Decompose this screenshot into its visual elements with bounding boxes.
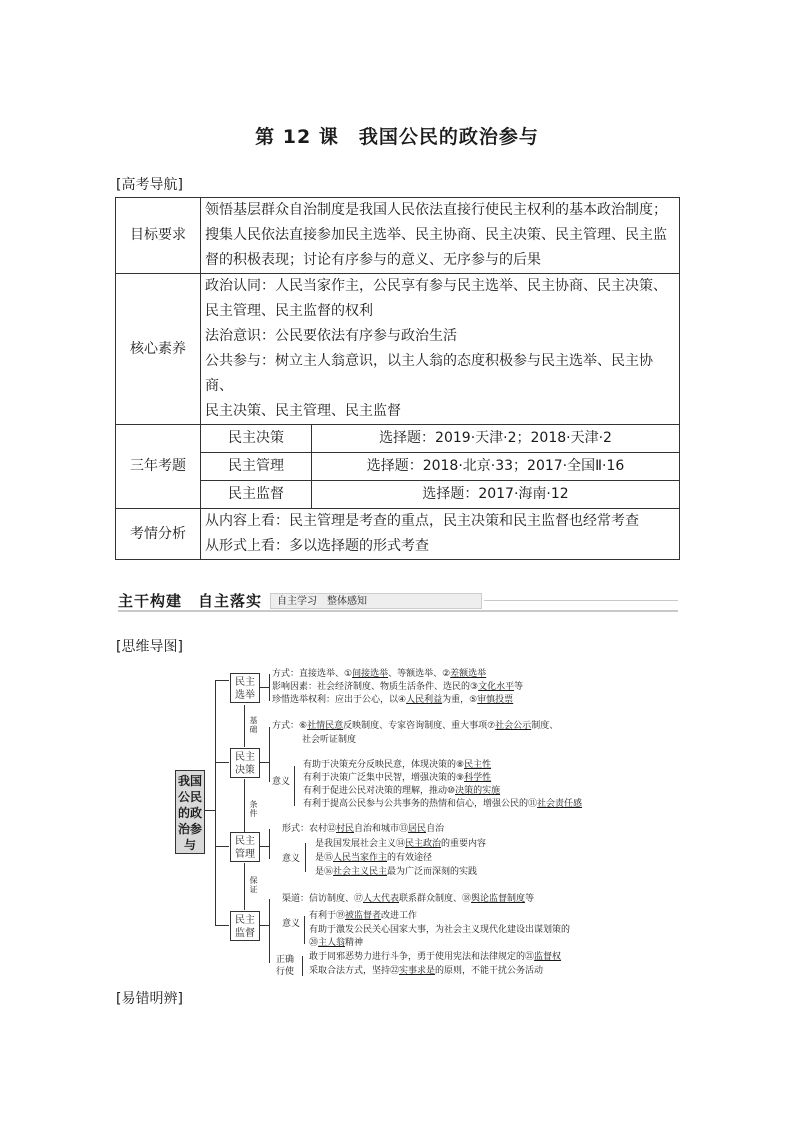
mm-line-text: 珍惜选举权利：应出于公心，以④人民利益为重，⑤审慎投票 bbox=[272, 695, 514, 705]
table-row bbox=[116, 481, 680, 509]
mm-line-text: 有助于激发公民关心国家大事，为社会主义现代化建设出谋划策的 bbox=[309, 925, 571, 935]
connector-line bbox=[205, 810, 215, 811]
row-key: 考情分析 bbox=[116, 509, 201, 560]
mm-line-text: 渠道：信访制度、⑰人大代表联系群众制度、⑱舆论监督制度等 bbox=[282, 894, 535, 904]
mm-line-text: 社会听证制度 bbox=[302, 735, 357, 745]
mm-line-text: 敢于同邪恶势力进行斗争，勇于使用宪法和法律规定的㉑监督权 bbox=[309, 952, 562, 962]
table-row bbox=[116, 425, 680, 453]
mm-line-text: ⑳主人翁精神 bbox=[309, 938, 364, 948]
table-row bbox=[116, 509, 680, 560]
connector-line bbox=[302, 956, 303, 976]
sub-value: 选择题：2017·海南·12 bbox=[312, 481, 680, 509]
text-line: 民主决策、民主管理、民主监督 bbox=[205, 403, 401, 419]
arrow-line bbox=[244, 863, 245, 910]
mm-line-text: 是我国发展社会主义⑭民主政治的重要内容 bbox=[315, 839, 487, 849]
row-key: 核心素养 bbox=[116, 274, 201, 425]
text-line: 督的积极表现；讨论有序参与的意义、无序参与的后果 bbox=[205, 252, 541, 268]
page-title: 第 12 课 我国公民的政治参与 bbox=[255, 126, 539, 148]
mm-meaning-label: 意义 bbox=[282, 919, 301, 929]
section-banner bbox=[118, 588, 678, 616]
table-row bbox=[116, 453, 680, 481]
text-line: 公共参与：树立主人翁意识，以主人翁的态度积极参与民主选举、民主协商、 bbox=[205, 353, 653, 394]
connector-line bbox=[260, 846, 269, 847]
connector-line bbox=[215, 762, 229, 763]
mm-line-text: 形式：农村⑫村民自治和城市⑬居民自治 bbox=[282, 824, 445, 834]
text-line: 从内容上看：民主管理是考查的重点，民主决策和民主监督也经常考查 bbox=[205, 513, 639, 529]
node-supervision: 民主监督 bbox=[230, 911, 260, 941]
mm-line-text: 采取合法方式，坚持㉒实事求是的原则，不能干扰公务活动 bbox=[309, 966, 544, 976]
row-key: 三年考题 bbox=[116, 425, 201, 509]
connector-line bbox=[305, 843, 306, 872]
node-election: 民主选举 bbox=[230, 673, 260, 703]
connector-line bbox=[215, 846, 229, 847]
connector-line bbox=[215, 680, 229, 681]
mindmap-label: [思维导图] bbox=[116, 639, 183, 655]
row-key: 目标要求 bbox=[116, 198, 201, 274]
mm-line-text: 是⑮人民当家作主的有效途径 bbox=[315, 853, 433, 863]
text-line: 从形式上看：多以选择题的形式考查 bbox=[205, 538, 429, 554]
text-line: 法治意识：公民要依法有序参与政治生活 bbox=[205, 328, 457, 344]
exam-guide-table bbox=[115, 197, 680, 560]
connector-line bbox=[269, 727, 270, 782]
mm-line-text: 方式：⑥社情民意反映制度、专家咨询制度、重大事项⑦社会公示制度、 bbox=[272, 721, 559, 731]
node-management: 民主管理 bbox=[230, 832, 260, 862]
connector-line bbox=[269, 829, 270, 859]
connector-line bbox=[294, 766, 295, 806]
connector-line bbox=[269, 899, 270, 963]
error-label: [易错明辨] bbox=[116, 991, 183, 1007]
mm-line-text: 是⑯社会主义民主最为广泛而深刻的实践 bbox=[315, 867, 478, 877]
arrow-line bbox=[244, 779, 245, 832]
row-content bbox=[201, 198, 680, 274]
mm-meaning-label: 意义 bbox=[282, 854, 301, 864]
mm-use-label: 正确行使 bbox=[276, 955, 295, 977]
text-line: 政治认同：人民当家作主，公民享有参与民主选举、民主协商、民主决策、 bbox=[205, 278, 667, 294]
connector-line bbox=[304, 916, 305, 944]
table-row bbox=[116, 198, 680, 274]
mm-line-text: 有利于决策广泛集中民智，增强决策的⑨科学性 bbox=[303, 773, 492, 783]
text-line: 领悟基层群众自治制度是我国人民依法直接行使民主权利的基本政治制度； bbox=[205, 202, 667, 218]
connector-line bbox=[269, 674, 270, 701]
connector-line bbox=[215, 925, 229, 926]
connector-line bbox=[215, 680, 216, 925]
banner-tag: 自主学习 整体感知 bbox=[270, 593, 482, 609]
table-row bbox=[116, 274, 680, 425]
connector-label: 保证 bbox=[249, 876, 258, 894]
sub-value: 选择题：2018·北京·33；2017·全国Ⅱ·16 bbox=[312, 453, 680, 481]
mm-meaning-label: 意义 bbox=[272, 777, 291, 787]
text-line: 民主管理、民主监督的权利 bbox=[205, 303, 373, 319]
connector-line bbox=[260, 762, 269, 763]
banner-title: 主干构建 自主落实 bbox=[118, 592, 263, 610]
mm-line-text: 方式：直接选举、①间接选举、等额选举、②差额选举 bbox=[272, 669, 487, 679]
row-content bbox=[201, 274, 680, 425]
sub-key: 民主监督 bbox=[201, 481, 312, 509]
guide-label: [高考导航] bbox=[116, 177, 183, 193]
connector-label: 基础 bbox=[249, 716, 258, 734]
banner-divider bbox=[118, 610, 678, 612]
mm-line-text: 有利于提高公民参与公共事务的热情和信心，增强公民的⑪社会责任感 bbox=[303, 799, 583, 809]
mm-line-text: 有利于促进公民对决策的理解，推动⑩决策的实施 bbox=[303, 786, 501, 796]
sub-value: 选择题：2019·天津·2；2018·天津·2 bbox=[312, 425, 680, 453]
sub-key: 民主决策 bbox=[201, 425, 312, 453]
sub-key: 民主管理 bbox=[201, 453, 312, 481]
mindmap-root: 我国公民的政治参与 bbox=[175, 770, 205, 854]
mm-line-text: 有利于⑲被监督者改进工作 bbox=[309, 911, 418, 921]
mm-line-text: 有助于决策充分反映民意，体现决策的⑧民主性 bbox=[303, 760, 492, 770]
connector-line bbox=[260, 925, 269, 926]
node-decision: 民主决策 bbox=[230, 748, 260, 778]
banner-divider bbox=[484, 600, 678, 601]
mm-line-text: 影响因素：社会经济制度、物质生活条件、选民的③文化水平等 bbox=[272, 682, 524, 692]
arrow-line bbox=[244, 705, 245, 747]
connector-line bbox=[260, 687, 269, 688]
connector-label: 条件 bbox=[249, 800, 258, 818]
row-content bbox=[201, 509, 680, 560]
text-line: 搜集人民依法直接参加民主选举、民主协商、民主决策、民主管理、民主监 bbox=[205, 227, 667, 243]
